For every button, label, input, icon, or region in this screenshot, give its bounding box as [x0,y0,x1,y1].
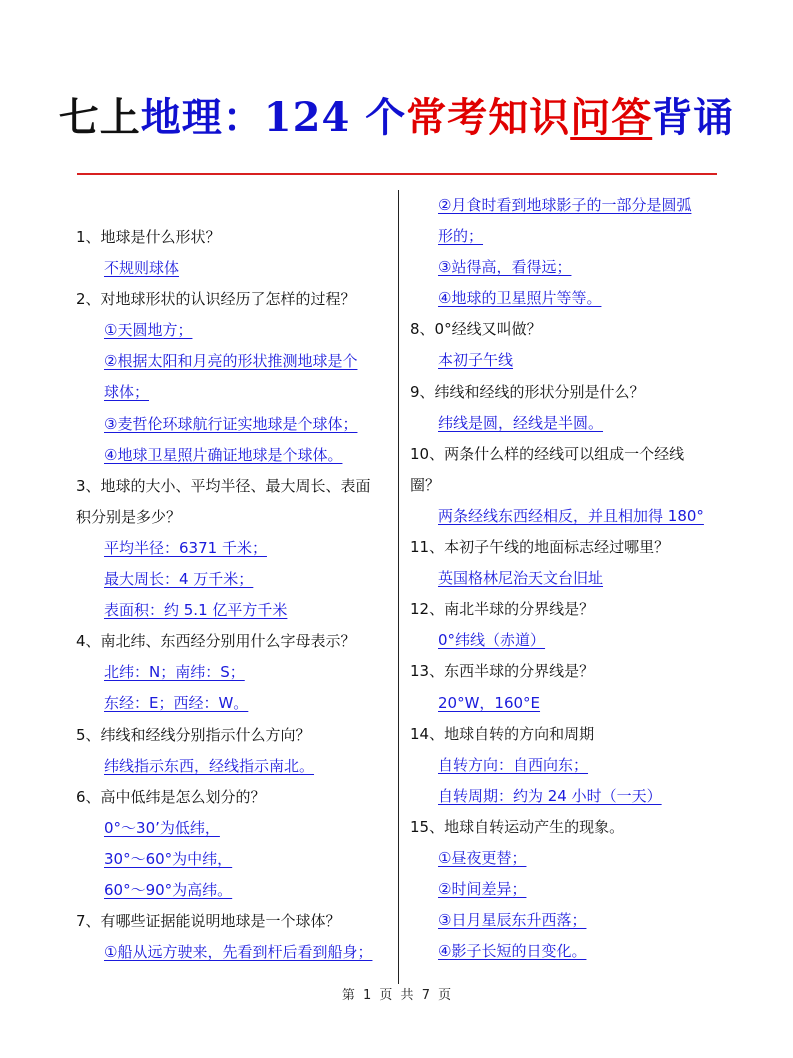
left-column [76,222,396,968]
question-line: 圈？ [410,475,441,494]
answer-text: 纬线是圆，经线是半圆。 [438,413,604,432]
answer-line [410,936,730,967]
answer-text: 东经：E；西经：W。 [104,694,249,713]
answer-line [76,875,396,906]
answer-line [410,688,730,719]
question-line: 1、地球是什么形状？ [76,228,221,246]
question-line: 11、本初子午线的地面标志经过哪里？ [410,538,670,557]
answer-text: 形的； [438,227,484,246]
question-line: 积分别是多少？ [76,507,182,526]
answer-line [76,937,396,968]
title-divider [77,173,717,175]
answer-line [76,844,396,875]
title-part-grade: 七上 [58,94,141,141]
answer-text: ④影子长短的日变化。 [438,942,587,961]
answer-line [410,190,730,221]
answer-line [76,253,396,284]
answer-text: 两条经线东西经相反，并且相加得 180° [438,506,704,525]
answer-line [410,843,730,874]
question-line: 8、0°经线又叫做？ [410,320,542,339]
answer-text: ②根据太阳和月亮的形状推测地球是个 [104,352,358,371]
answer-line [410,283,730,314]
answer-line [76,813,396,844]
question-line: 13、东西半球的分界线是？ [410,662,595,681]
question-line: 6、高中低纬是怎么划分的？ [76,787,266,806]
title-part-qa: 问答 [570,94,653,141]
answer-line [76,751,396,782]
answer-text: 0°～30’为低纬， [104,818,220,837]
question-line: 12、南北半球的分界线是？ [410,600,595,619]
page-title [0,92,793,144]
page-footer: 第 1 页 共 7 页 [341,988,452,1003]
answer-text: ③麦哲伦环球航行证实地球是个球体； [104,414,358,433]
question-line: 4、南北纬、东西经分别用什么字母表示？ [76,632,356,651]
question-line: 7、有哪些证据能说明地球是一个球体？ [76,912,341,931]
answer-text: 纬线指示东西，经线指示南北。 [104,756,315,775]
answer-line [410,750,730,781]
answer-text: 最大周长：4 万千米； [104,570,254,589]
answer-text: ①昼夜更替； [438,848,527,867]
answer-text: ②月食时看到地球影子的一部分是圆弧 [438,196,692,214]
answer-line [410,874,730,905]
answer-text: 自转周期：约为 24 小时（一天） [438,786,662,805]
answer-line [76,315,396,346]
answer-line [76,377,396,408]
answer-line [410,408,730,439]
answer-text: ④地球卫星照片确证地球是个球体。 [104,445,343,464]
answer-line [76,346,396,377]
answer-text: 20°W，160°E [438,693,541,712]
answer-line [410,905,730,936]
answer-line [410,252,730,283]
right-column [410,190,730,967]
answer-text: 0°纬线（赤道） [438,631,546,650]
answer-line [76,533,396,564]
answer-text: 平均半径：6371 千米； [104,538,267,557]
answer-text: 英国格林尼治天文台旧址 [438,569,604,588]
answer-line [76,440,396,471]
column-divider [398,190,399,984]
answer-text: ①船从远方驶来，先看到杆后看到船身； [104,943,373,962]
answer-line [76,595,396,626]
answer-line [410,345,730,376]
answer-text: 表面积：约 5.1 亿平方千米 [104,601,288,620]
answer-text: ①天圆地方； [104,321,193,340]
question-line: 9、纬线和经线的形状分别是什么？ [410,382,645,401]
answer-line [76,409,396,440]
answer-line [410,563,730,594]
answer-text: ②时间差异； [438,880,527,899]
answer-text: 本初子午线 [438,351,514,370]
answer-text: ④地球的卫星照片等等。 [438,289,602,308]
answer-text: 球体； [104,383,150,402]
question-line: 10、两条什么样的经线可以组成一个经线 [410,444,685,463]
answer-text: ③站得高，看得远； [438,258,572,277]
title-part-recite: 背诵 [652,94,735,141]
title-part-subject: 地理：124 个 [140,94,407,141]
answer-line [410,501,730,532]
title-part-knowledge: 常考知识 [406,94,571,141]
answer-line [410,781,730,812]
answer-line [76,688,396,719]
answer-text: ③日月星辰东升西落； [438,911,587,930]
answer-line [76,657,396,688]
question-line: 3、地球的大小、平均半径、最大周长、表面 [76,476,371,495]
answer-text: 自转方向：自西向东； [438,755,589,774]
answer-line [76,564,396,595]
question-line: 5、纬线和经线分别指示什么方向？ [76,725,311,744]
question-line: 2、对地球形状的认识经历了怎样的过程？ [76,290,356,309]
answer-line [410,625,730,656]
answer-text: 不规则球体 [104,259,180,278]
answer-text: 60°～90°为高纬。 [104,880,233,899]
answer-text: 北纬：N；南纬：S； [104,663,245,682]
question-line: 15、地球自转运动产生的现象。 [410,817,625,836]
answer-line [410,221,730,252]
question-line: 14、地球自转的方向和周期 [410,724,595,743]
answer-text: 30°～60°为中纬， [104,849,233,868]
